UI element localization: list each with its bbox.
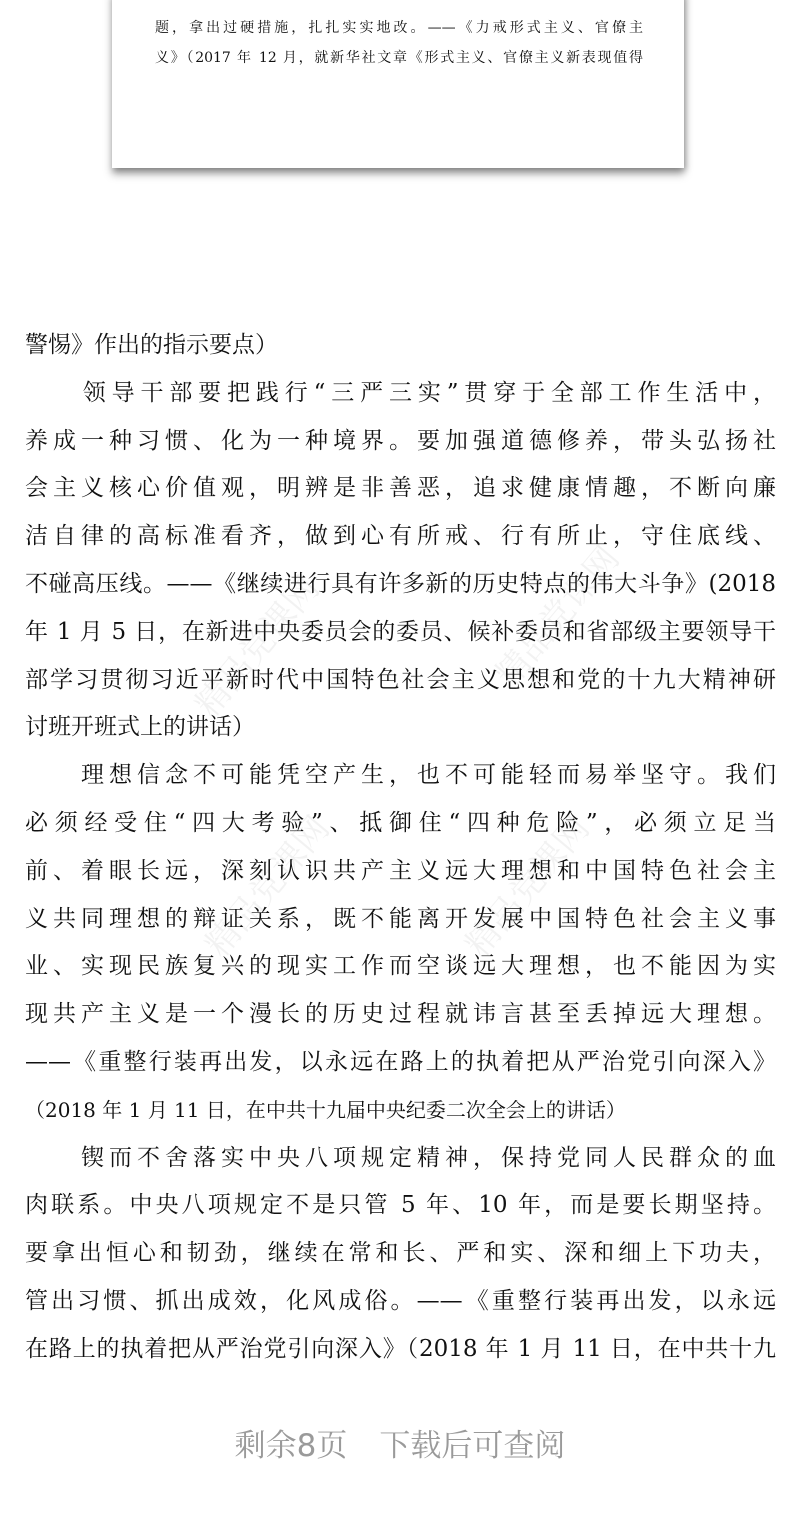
body-text-line: 必须经受住“四大考验”、抵御住“四种危险”，必须立足当: [25, 809, 776, 836]
body-text-line: 洁自律的高标准看齐，做到心有所戒、行有所止，守住底线、: [25, 523, 776, 550]
body-text-line: 锲而不舍落实中央八项规定精神，保持党同人民群众的血: [25, 1144, 776, 1171]
body-text-line: 年 1 月 5 日，在新进中央委员会的委员、候补委员和省部级主要领导干: [25, 618, 776, 645]
body-text-line: 肉联系。中央八项规定不是只管 5 年、10 年，而是要长期坚持。: [25, 1192, 776, 1219]
card-text-line: 题，拿出过硬措施，扎扎实实地改。——《力戒形式主义、官僚主: [155, 20, 643, 36]
body-text-line: 要拿出恒心和韧劲，继续在常和长、严和实、深和细上下功夫，: [25, 1240, 776, 1267]
body-text-line: 部学习贯彻习近平新时代中国特色社会主义思想和党的十九大精神研: [25, 666, 776, 693]
card-text-line: 义》（2017 年 12 月，就新华社文章《形式主义、官僚主义新表现值得: [155, 50, 643, 66]
body-text-line: 理想信念不可能凭空产生，也不可能轻而易举坚守。我们: [25, 762, 776, 789]
body-text-line: 管出习惯、抓出成效，化风成俗。——《重整行装再出发，以永远: [25, 1287, 776, 1314]
watermark: 精品党课网: [187, 568, 328, 725]
body-text-line: 领导干部要把践行“三严三实”贯穿于全部工作生活中，: [25, 379, 776, 406]
body-text-line: 讨班开班式上的讲话）: [25, 714, 255, 741]
body-text-line: 养成一种习惯、化为一种境界。要加强道德修养，带头弘扬社: [25, 427, 776, 454]
remaining-pages-label: 剩余8页: [234, 1428, 348, 1464]
body-text-line: 前、着眼长远，深刻认识共产主义远大理想和中国特色社会主: [25, 857, 776, 884]
preview-page-card: [112, 0, 684, 168]
body-text-line: 现共产主义是一个漫长的历史过程就讳言甚至丢掉远大理想。: [25, 1001, 776, 1028]
document-body: [25, 328, 776, 1380]
read-more-banner[interactable]: [0, 1420, 800, 1465]
body-text-line: 不碰高压线。——《继续进行具有许多新的历史特点的伟大斗争》(2018: [25, 570, 776, 597]
body-text-line: 在路上的执着把从严治党引向深入》（2018 年 1 月 11 日，在中共十九: [25, 1335, 776, 1362]
body-text-line: 义共同理想的辩证关系，既不能离开发展中国特色社会主义事: [25, 905, 776, 932]
body-text-line: ——《重整行装再出发，以永远在路上的执着把从严治党引向深入》: [25, 1048, 776, 1075]
watermark: 精品党课网: [197, 808, 338, 965]
body-text-line: 业、实现民族复兴的现实工作而空谈远大理想，也不能因为实: [25, 953, 776, 980]
body-text-line: 会主义核心价值观，明辨是非善恶，追求健康情趣，不断向廉: [25, 475, 776, 502]
download-to-read-link[interactable]: 下载后可查阅: [379, 1428, 566, 1464]
body-text-line: （2018 年 1 月 11 日，在中共十九届中央纪委二次全会上的讲话）: [25, 1097, 626, 1122]
watermark: 精品党课网: [487, 538, 628, 695]
watermark: 精品党课网: [457, 808, 598, 965]
body-text-line: 警惕》作出的指示要点）: [25, 332, 278, 358]
